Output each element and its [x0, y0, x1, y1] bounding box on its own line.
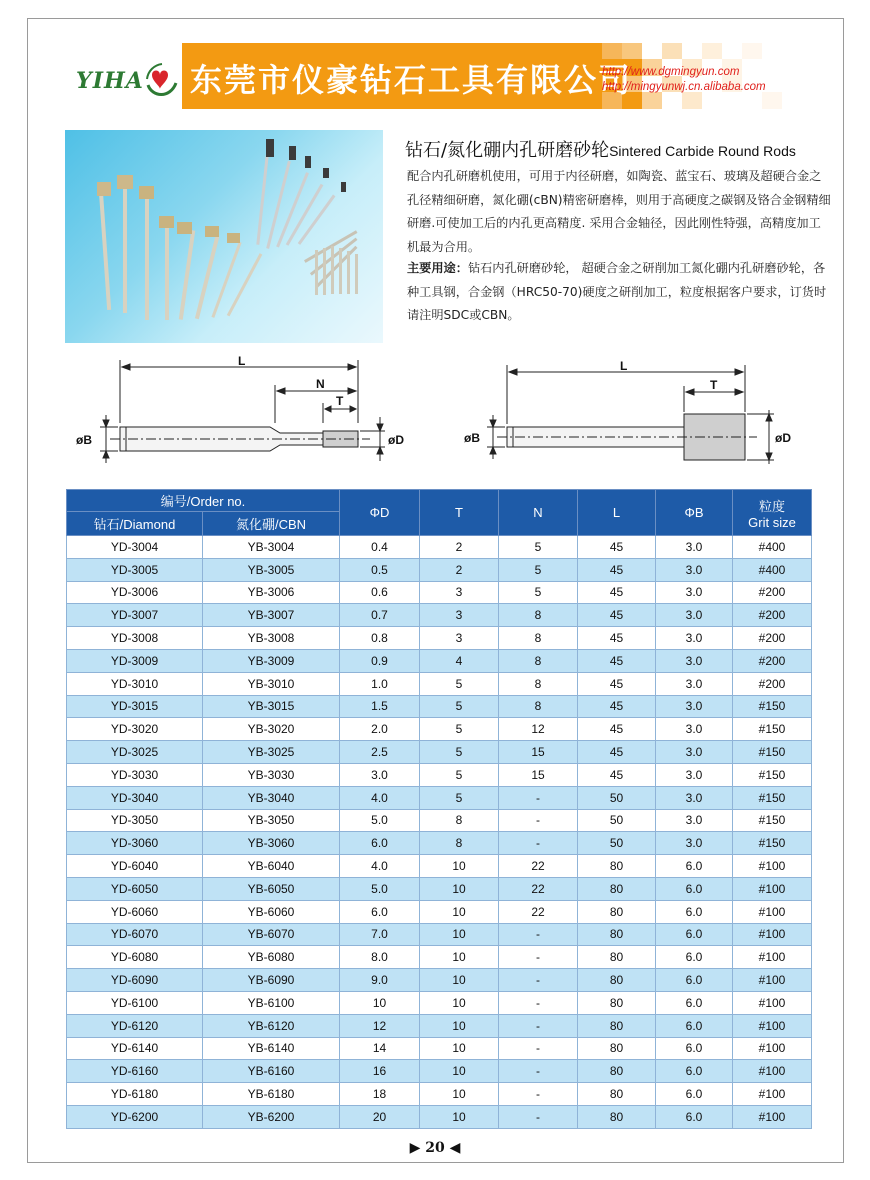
table-cell: 6.0 [656, 1014, 733, 1037]
table-cell: YB-3050 [203, 809, 340, 832]
table-cell: 3.0 [656, 809, 733, 832]
table-cell: 18 [340, 1083, 420, 1106]
drawing-stepped-rod [70, 355, 420, 475]
table-cell: YD-3025 [67, 741, 203, 764]
table-cell: #200 [733, 604, 812, 627]
table-cell: 45 [578, 581, 656, 604]
table-cell: 50 [578, 809, 656, 832]
dim-label-b: øB [464, 431, 480, 445]
table-cell: 0.8 [340, 627, 420, 650]
table-cell: 10 [420, 1105, 499, 1128]
table-cell: YD-3040 [67, 786, 203, 809]
table-row [67, 786, 812, 809]
table-cell: 5 [420, 718, 499, 741]
table-cell: 6.0 [656, 969, 733, 992]
table-cell: #100 [733, 1060, 812, 1083]
table-cell: #400 [733, 536, 812, 559]
table-cell: #100 [733, 900, 812, 923]
table-row [67, 763, 812, 786]
table-cell: 45 [578, 741, 656, 764]
table-cell: 3.0 [656, 558, 733, 581]
table-cell: YB-3040 [203, 786, 340, 809]
table-cell: 6.0 [656, 1083, 733, 1106]
table-row [67, 627, 812, 650]
spec-table-body [67, 536, 812, 1129]
table-cell: 80 [578, 855, 656, 878]
table-cell: YB-6060 [203, 900, 340, 923]
table-cell: 80 [578, 1060, 656, 1083]
table-row [67, 923, 812, 946]
page-number-value: 20 [425, 1140, 445, 1156]
table-cell: YB-6090 [203, 969, 340, 992]
table-cell: YB-3025 [203, 741, 340, 764]
table-cell: YD-3060 [67, 832, 203, 855]
table-cell: 3.0 [656, 581, 733, 604]
table-cell: 5.0 [340, 809, 420, 832]
table-cell: 5 [420, 672, 499, 695]
table-cell: YD-3007 [67, 604, 203, 627]
table-row [67, 991, 812, 1014]
table-cell: YD-6040 [67, 855, 203, 878]
table-cell: 80 [578, 991, 656, 1014]
table-cell: #150 [733, 763, 812, 786]
table-cell: #100 [733, 946, 812, 969]
table-cell: 45 [578, 558, 656, 581]
table-cell: 3.0 [656, 649, 733, 672]
table-cell: YB-3005 [203, 558, 340, 581]
product-title-cn: 钻石/氮化硼内孔研磨砂轮 [405, 140, 610, 161]
table-cell: 22 [499, 877, 578, 900]
table-cell: 8 [499, 695, 578, 718]
table-row [67, 1105, 812, 1128]
table-cell: 6.0 [656, 900, 733, 923]
page-arrow-right-icon: ▶ [409, 1140, 421, 1156]
table-cell: - [499, 1105, 578, 1128]
table-cell: 45 [578, 627, 656, 650]
table-cell: 3.0 [656, 832, 733, 855]
header-grit [733, 490, 812, 536]
table-row [67, 718, 812, 741]
table-cell: 14 [340, 1037, 420, 1060]
table-cell: YB-6040 [203, 855, 340, 878]
table-cell: 5 [420, 741, 499, 764]
table-row [67, 536, 812, 559]
table-cell: YB-3004 [203, 536, 340, 559]
table-cell: YB-3060 [203, 832, 340, 855]
table-cell: YB-6180 [203, 1083, 340, 1106]
table-row [67, 558, 812, 581]
table-cell: 8 [499, 649, 578, 672]
table-cell: 6.0 [656, 1037, 733, 1060]
table-cell: #400 [733, 558, 812, 581]
table-cell: 6.0 [656, 1060, 733, 1083]
table-cell: 2 [420, 558, 499, 581]
table-cell: - [499, 832, 578, 855]
table-cell: 3.0 [656, 763, 733, 786]
table-cell: - [499, 1037, 578, 1060]
table-cell: 8.0 [340, 946, 420, 969]
table-row [67, 604, 812, 627]
table-row [67, 695, 812, 718]
table-cell: - [499, 786, 578, 809]
table-cell: 0.5 [340, 558, 420, 581]
table-cell: 45 [578, 718, 656, 741]
table-cell: 6.0 [656, 923, 733, 946]
table-cell: YB-6070 [203, 923, 340, 946]
table-cell: 10 [420, 877, 499, 900]
table-cell: 5 [420, 786, 499, 809]
table-cell: YD-3015 [67, 695, 203, 718]
table-row [67, 832, 812, 855]
header-order-no: 编号/Order no. [67, 490, 340, 512]
table-cell: YD-3010 [67, 672, 203, 695]
table-cell: - [499, 969, 578, 992]
dim-label-t: T [336, 394, 344, 408]
table-cell: 10 [420, 991, 499, 1014]
header-b: ΦB [656, 490, 733, 536]
table-cell: #200 [733, 581, 812, 604]
table-cell: - [499, 1014, 578, 1037]
table-cell: YB-3030 [203, 763, 340, 786]
dim-label-b: øB [76, 433, 92, 447]
dim-label-d: øD [775, 431, 791, 445]
table-cell: YD-3004 [67, 536, 203, 559]
dim-label-l: L [620, 360, 628, 373]
table-cell: YB-3006 [203, 581, 340, 604]
table-cell: 10 [420, 969, 499, 992]
table-cell: YD-6080 [67, 946, 203, 969]
table-cell: 0.9 [340, 649, 420, 672]
table-cell: 6.0 [656, 877, 733, 900]
table-cell: #100 [733, 923, 812, 946]
page-arrow-left-icon: ◀ [449, 1140, 461, 1156]
table-cell: 0.6 [340, 581, 420, 604]
dim-label-l: L [238, 355, 246, 368]
table-cell: YB-3009 [203, 649, 340, 672]
dim-label-n: N [316, 377, 325, 391]
table-cell: 50 [578, 786, 656, 809]
product-photo [65, 130, 383, 343]
table-cell: YD-6070 [67, 923, 203, 946]
table-cell: 10 [420, 1037, 499, 1060]
table-cell: YD-3050 [67, 809, 203, 832]
table-cell: 22 [499, 855, 578, 878]
table-cell: 6.0 [656, 855, 733, 878]
table-cell: #150 [733, 741, 812, 764]
table-cell: 9.0 [340, 969, 420, 992]
table-cell: YD-6100 [67, 991, 203, 1014]
table-cell: 45 [578, 672, 656, 695]
product-title [405, 136, 796, 162]
table-row [67, 649, 812, 672]
table-cell: - [499, 991, 578, 1014]
product-usage [407, 257, 832, 328]
table-cell: 10 [420, 855, 499, 878]
grinding-rods-illustration [65, 130, 383, 343]
table-cell: 80 [578, 1105, 656, 1128]
table-cell: YD-3005 [67, 558, 203, 581]
table-cell: 0.7 [340, 604, 420, 627]
table-cell: #100 [733, 1014, 812, 1037]
table-cell: YD-6060 [67, 900, 203, 923]
table-row [67, 809, 812, 832]
table-row [67, 1014, 812, 1037]
table-cell: 10 [420, 900, 499, 923]
table-row [67, 946, 812, 969]
table-cell: YB-3020 [203, 718, 340, 741]
table-cell: #100 [733, 1037, 812, 1060]
table-cell: 0.4 [340, 536, 420, 559]
table-cell: 45 [578, 763, 656, 786]
table-cell: #150 [733, 695, 812, 718]
table-cell: 80 [578, 877, 656, 900]
table-cell: #100 [733, 855, 812, 878]
table-cell: 3.0 [656, 627, 733, 650]
table-cell: 50 [578, 832, 656, 855]
table-cell: 10 [420, 1083, 499, 1106]
table-cell: 80 [578, 1037, 656, 1060]
table-cell: YD-6160 [67, 1060, 203, 1083]
table-cell: YD-3030 [67, 763, 203, 786]
table-cell: 45 [578, 649, 656, 672]
table-cell: 5 [420, 763, 499, 786]
table-row [67, 969, 812, 992]
table-cell: - [499, 1083, 578, 1106]
table-row [67, 855, 812, 878]
dim-label-t: T [710, 378, 718, 392]
table-cell: YB-3010 [203, 672, 340, 695]
header-grit-en: Grit size [748, 514, 796, 530]
table-cell: 16 [340, 1060, 420, 1083]
table-cell: 1.5 [340, 695, 420, 718]
table-cell: #100 [733, 1083, 812, 1106]
company-name: 东莞市仪豪钻石工具有限公司 [190, 61, 633, 99]
drawing-straight-rod [462, 360, 807, 480]
table-cell: #200 [733, 649, 812, 672]
table-cell: YD-6120 [67, 1014, 203, 1037]
table-cell: 80 [578, 1014, 656, 1037]
table-cell: 3.0 [656, 786, 733, 809]
table-cell: YB-6080 [203, 946, 340, 969]
table-cell: #200 [733, 672, 812, 695]
usage-text: 钻石内孔研磨砂轮， 超硬合金之研削加工氮化硼内孔研磨砂轮，各种工具钢，合金钢（HRC50-70)硬度之研削加工，粒度根据客户要求，订货时请注明SDC或CBN。 [407, 261, 827, 322]
table-cell: 5 [420, 695, 499, 718]
table-cell: YD-6090 [67, 969, 203, 992]
table-cell: - [499, 809, 578, 832]
table-cell: #200 [733, 627, 812, 650]
table-cell: 5 [499, 581, 578, 604]
table-cell: 4.0 [340, 786, 420, 809]
table-cell: YD-6140 [67, 1037, 203, 1060]
table-cell: #100 [733, 877, 812, 900]
table-cell: #150 [733, 832, 812, 855]
table-cell: YB-6160 [203, 1060, 340, 1083]
table-row [67, 1060, 812, 1083]
table-cell: 7.0 [340, 923, 420, 946]
table-cell: YB-6200 [203, 1105, 340, 1128]
table-row [67, 900, 812, 923]
table-cell: 3.0 [656, 695, 733, 718]
table-cell: 80 [578, 923, 656, 946]
table-cell: 10 [340, 991, 420, 1014]
table-cell: 3.0 [656, 672, 733, 695]
usage-label: 主要用途： [407, 261, 468, 275]
table-cell: 5.0 [340, 877, 420, 900]
table-cell: #100 [733, 1105, 812, 1128]
table-cell: 80 [578, 946, 656, 969]
table-cell: YB-6120 [203, 1014, 340, 1037]
table-cell: 1.0 [340, 672, 420, 695]
table-cell: 3.0 [656, 718, 733, 741]
table-cell: YD-3009 [67, 649, 203, 672]
table-cell: YD-6200 [67, 1105, 203, 1128]
table-cell: 3.0 [656, 604, 733, 627]
header-l: L [578, 490, 656, 536]
table-cell: 80 [578, 1083, 656, 1106]
table-cell: 8 [499, 627, 578, 650]
table-cell: - [499, 946, 578, 969]
table-cell: 15 [499, 741, 578, 764]
page-number [0, 1140, 870, 1156]
table-cell: 3.0 [656, 741, 733, 764]
table-cell: 15 [499, 763, 578, 786]
table-cell: 3.0 [340, 763, 420, 786]
table-cell: 45 [578, 695, 656, 718]
table-cell: YD-3020 [67, 718, 203, 741]
table-cell: #100 [733, 991, 812, 1014]
table-cell: 6.0 [656, 946, 733, 969]
spec-table [66, 489, 812, 1129]
table-cell: #150 [733, 809, 812, 832]
table-cell: 3.0 [656, 536, 733, 559]
table-cell: 10 [420, 946, 499, 969]
table-cell: YB-3007 [203, 604, 340, 627]
header-n: N [499, 490, 578, 536]
table-cell: 10 [420, 1060, 499, 1083]
table-cell: YD-6180 [67, 1083, 203, 1106]
table-cell: 3 [420, 627, 499, 650]
table-cell: - [499, 923, 578, 946]
table-cell: 6.0 [340, 900, 420, 923]
header-t: T [420, 490, 499, 536]
table-cell: 45 [578, 536, 656, 559]
table-cell: 4 [420, 649, 499, 672]
alibaba-link[interactable]: http://mingyunwj.cn.alibaba.com [602, 81, 766, 93]
table-row [67, 1037, 812, 1060]
header-grit-cn: 粒度 [758, 498, 785, 514]
table-cell: - [499, 1060, 578, 1083]
table-cell: 20 [340, 1105, 420, 1128]
table-cell: #100 [733, 969, 812, 992]
table-cell: 5 [499, 536, 578, 559]
header-cbn: 氮化硼/CBN [203, 512, 340, 536]
header-diamond: 钻石/Diamond [67, 512, 203, 536]
table-cell: 6.0 [656, 1105, 733, 1128]
table-cell: YD-3008 [67, 627, 203, 650]
table-cell: #150 [733, 786, 812, 809]
table-cell: 3 [420, 581, 499, 604]
table-cell: 2.5 [340, 741, 420, 764]
table-row [67, 877, 812, 900]
table-cell: 8 [420, 832, 499, 855]
table-cell: YB-3008 [203, 627, 340, 650]
product-description: 配合内孔研磨机使用，可用于内径研磨，如陶瓷、蓝宝石、玻璃及超硬合金之孔径精细研磨，氮化硼(cBN)精密研磨棒，则用于高硬度之碳钢及铬合金钢精细研磨.可使加工后的内孔更高精度. 采用合金轴径，因此刚性特强，高精度加工机最为合用。 [407, 169, 831, 254]
table-cell: 80 [578, 969, 656, 992]
table-row [67, 581, 812, 604]
table-row [67, 672, 812, 695]
table-cell: 8 [420, 809, 499, 832]
logo-heart-icon [144, 61, 178, 101]
table-cell: 10 [420, 923, 499, 946]
table-cell: YB-6140 [203, 1037, 340, 1060]
table-cell: 12 [499, 718, 578, 741]
table-cell: 5 [499, 558, 578, 581]
table-cell: 22 [499, 900, 578, 923]
table-cell: YB-3015 [203, 695, 340, 718]
table-cell: 10 [420, 1014, 499, 1037]
table-cell: 2.0 [340, 718, 420, 741]
dim-label-d: øD [388, 433, 404, 447]
table-cell: 8 [499, 604, 578, 627]
table-cell: 45 [578, 604, 656, 627]
company-logo [76, 58, 178, 104]
table-cell: 4.0 [340, 855, 420, 878]
table-cell: 80 [578, 900, 656, 923]
table-cell: #150 [733, 718, 812, 741]
table-cell: 6.0 [656, 991, 733, 1014]
table-cell: YB-6100 [203, 991, 340, 1014]
table-cell: 6.0 [340, 832, 420, 855]
header-d: ΦD [340, 490, 420, 536]
table-cell: YD-3006 [67, 581, 203, 604]
product-title-en: Sintered Carbide Round Rods [609, 143, 796, 159]
table-cell: 3 [420, 604, 499, 627]
table-cell: YB-6050 [203, 877, 340, 900]
table-cell: 12 [340, 1014, 420, 1037]
table-cell: 2 [420, 536, 499, 559]
table-cell: 8 [499, 672, 578, 695]
logo-text: YIHA [76, 68, 144, 94]
table-cell: YD-6050 [67, 877, 203, 900]
website-link[interactable]: http://www.dgmingyun.com [602, 66, 740, 78]
table-row [67, 1083, 812, 1106]
table-row [67, 741, 812, 764]
